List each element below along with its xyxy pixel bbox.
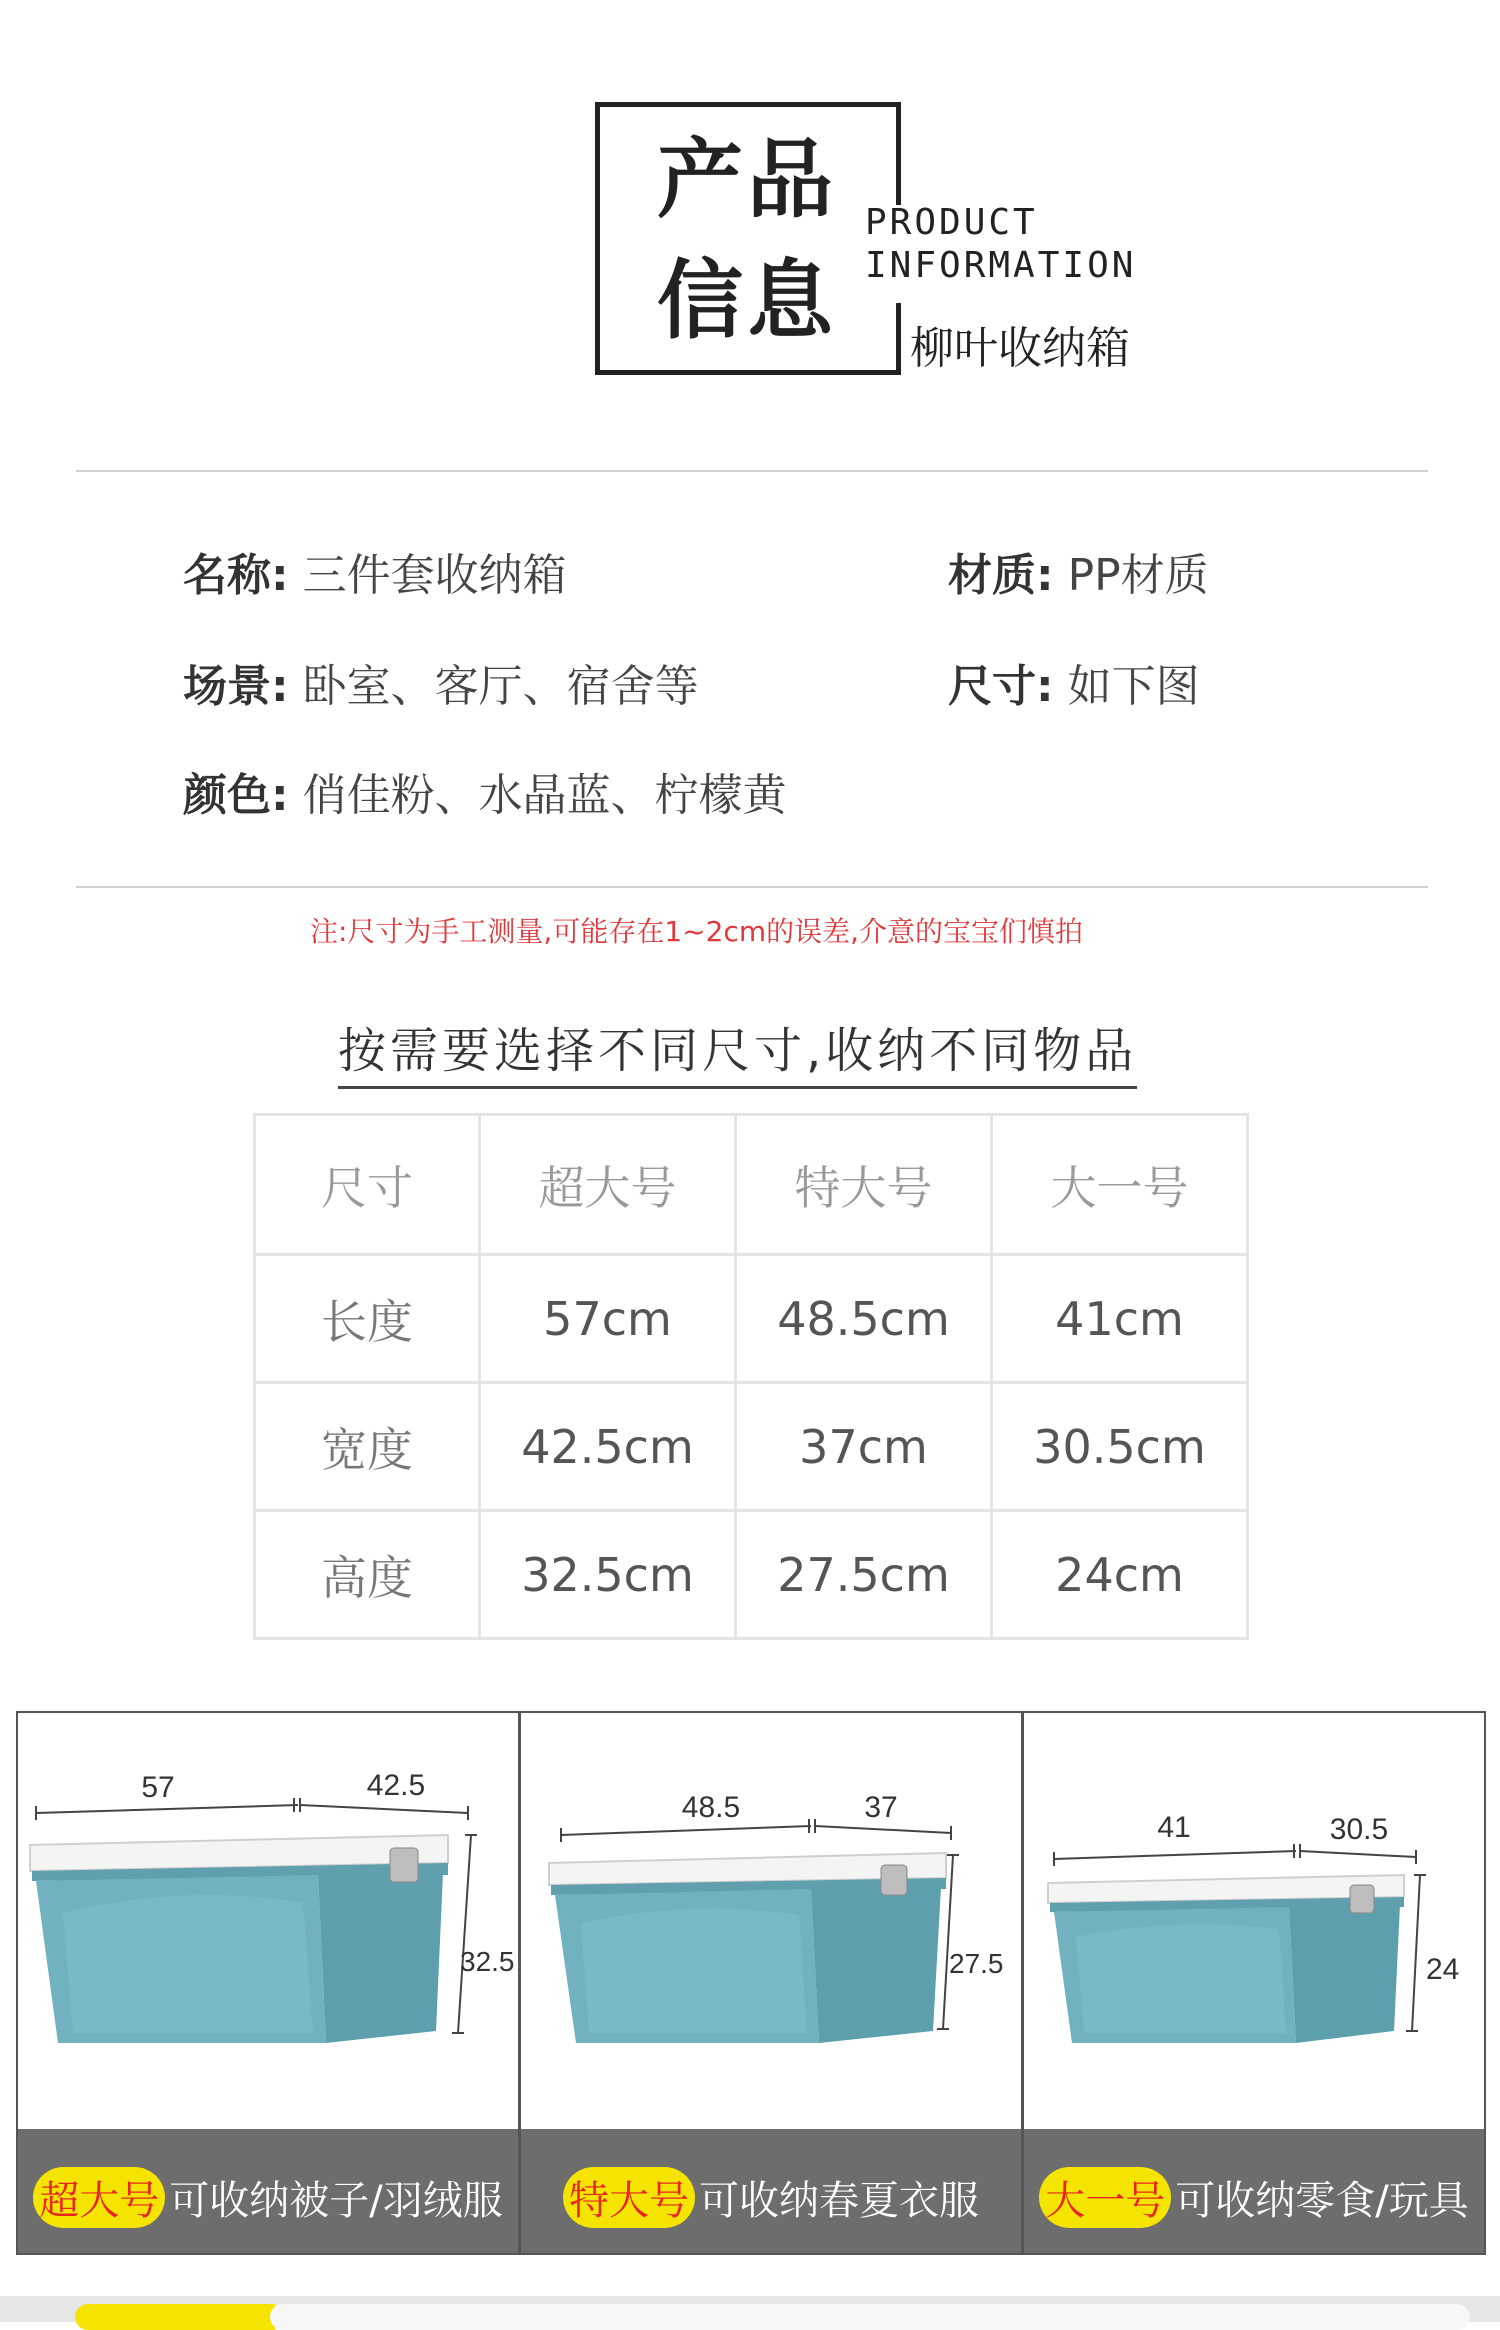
title-line2: 信息 — [657, 251, 837, 351]
measurement-note: 注:尺寸为手工测量,可能存在1~2cm的误差,介意的宝宝们慎拍 — [310, 915, 1083, 948]
size-badge: 超大号 — [33, 2167, 165, 2228]
size-badge: 大一号 — [1039, 2167, 1171, 2228]
table-header-cell: 特大号 — [736, 1115, 992, 1255]
table-cell: 48.5cm — [736, 1255, 992, 1383]
table-row — [255, 1511, 1248, 1639]
dim-height-label: 32.5 — [460, 1946, 515, 1977]
caption-bar — [1024, 2129, 1484, 2253]
caption-bar — [18, 2129, 518, 2253]
caption-text: 可收纳零食/玩具 — [1175, 2178, 1469, 2224]
spec-color-value: 俏佳粉、水晶蓝、柠檬黄 — [302, 770, 787, 821]
table-header-cell: 尺寸 — [255, 1115, 480, 1255]
spec-size-value: 如下图 — [1067, 661, 1200, 712]
spec-material — [948, 550, 1209, 601]
title-subtitle: 柳叶收纳箱 — [910, 323, 1130, 374]
table-cell: 37cm — [736, 1383, 992, 1511]
product-caption — [521, 2167, 1021, 2228]
table-cell: 41cm — [992, 1255, 1248, 1383]
spec-scene — [183, 661, 699, 712]
storage-box-image — [18, 1713, 518, 2133]
table-cell: 27.5cm — [736, 1511, 992, 1639]
table-row — [255, 1255, 1248, 1383]
dim-width-label: 42.5 — [366, 1769, 426, 1802]
table-cell: 30.5cm — [992, 1383, 1248, 1511]
dim-length-label: 48.5 — [681, 1791, 741, 1824]
product-panel-m[interactable] — [1022, 1711, 1486, 2255]
divider-top — [76, 470, 1428, 472]
storage-box-image — [1024, 1713, 1484, 2133]
spec-name-label: 名称: — [183, 550, 289, 601]
product-panel-l[interactable] — [519, 1711, 1023, 2255]
table-header-cell: 大一号 — [992, 1115, 1248, 1255]
spec-color-label: 颜色: — [183, 770, 289, 821]
spec-material-value: PP材质 — [1067, 550, 1209, 601]
table-row-label: 宽度 — [255, 1383, 480, 1511]
caption-text: 可收纳被子/羽绒服 — [169, 2178, 503, 2224]
table-header-row — [255, 1115, 1248, 1255]
select-heading: 按需要选择不同尺寸,收纳不同物品 — [338, 1025, 1137, 1089]
table-row — [255, 1383, 1248, 1511]
table-cell: 32.5cm — [480, 1511, 736, 1639]
spec-size — [948, 661, 1200, 712]
spec-scene-label: 场景: — [183, 661, 289, 712]
storage-box-image — [521, 1713, 1021, 2133]
product-panel-xl[interactable] — [16, 1711, 520, 2255]
bottom-strip-badge — [75, 2304, 275, 2330]
bottom-strip-pill — [270, 2304, 1470, 2330]
dim-length-label: 57 — [141, 1771, 175, 1804]
table-row-label: 高度 — [255, 1511, 480, 1639]
size-table — [253, 1113, 1249, 1640]
title-line1: 产品 — [657, 130, 837, 230]
spec-name — [183, 550, 567, 601]
table-cell: 42.5cm — [480, 1383, 736, 1511]
size-badge: 特大号 — [563, 2167, 695, 2228]
spec-material-label: 材质: — [948, 550, 1054, 601]
spec-color — [183, 770, 787, 821]
dim-width-label: 30.5 — [1329, 1813, 1389, 1846]
caption-text: 可收纳春夏衣服 — [699, 2178, 979, 2224]
table-row-label: 长度 — [255, 1255, 480, 1383]
product-caption — [18, 2167, 518, 2228]
dim-length-label: 41 — [1157, 1811, 1191, 1844]
table-cell: 24cm — [992, 1511, 1248, 1639]
table-cell: 57cm — [480, 1255, 736, 1383]
product-caption — [1024, 2167, 1484, 2228]
spec-scene-value: 卧室、客厅、宿舍等 — [302, 661, 699, 712]
table-header-cell: 超大号 — [480, 1115, 736, 1255]
spec-size-label: 尺寸: — [948, 661, 1054, 712]
caption-bar — [521, 2129, 1021, 2253]
title-en-line1: PRODUCT — [865, 202, 1038, 243]
dim-width-label: 37 — [864, 1791, 898, 1824]
title-en-line2: INFORMATION — [865, 245, 1137, 286]
spec-name-value: 三件套收纳箱 — [302, 550, 567, 601]
divider-middle — [76, 886, 1428, 888]
dim-height-label: 27.5 — [949, 1948, 1004, 1979]
dim-height-label: 24 — [1426, 1953, 1460, 1986]
